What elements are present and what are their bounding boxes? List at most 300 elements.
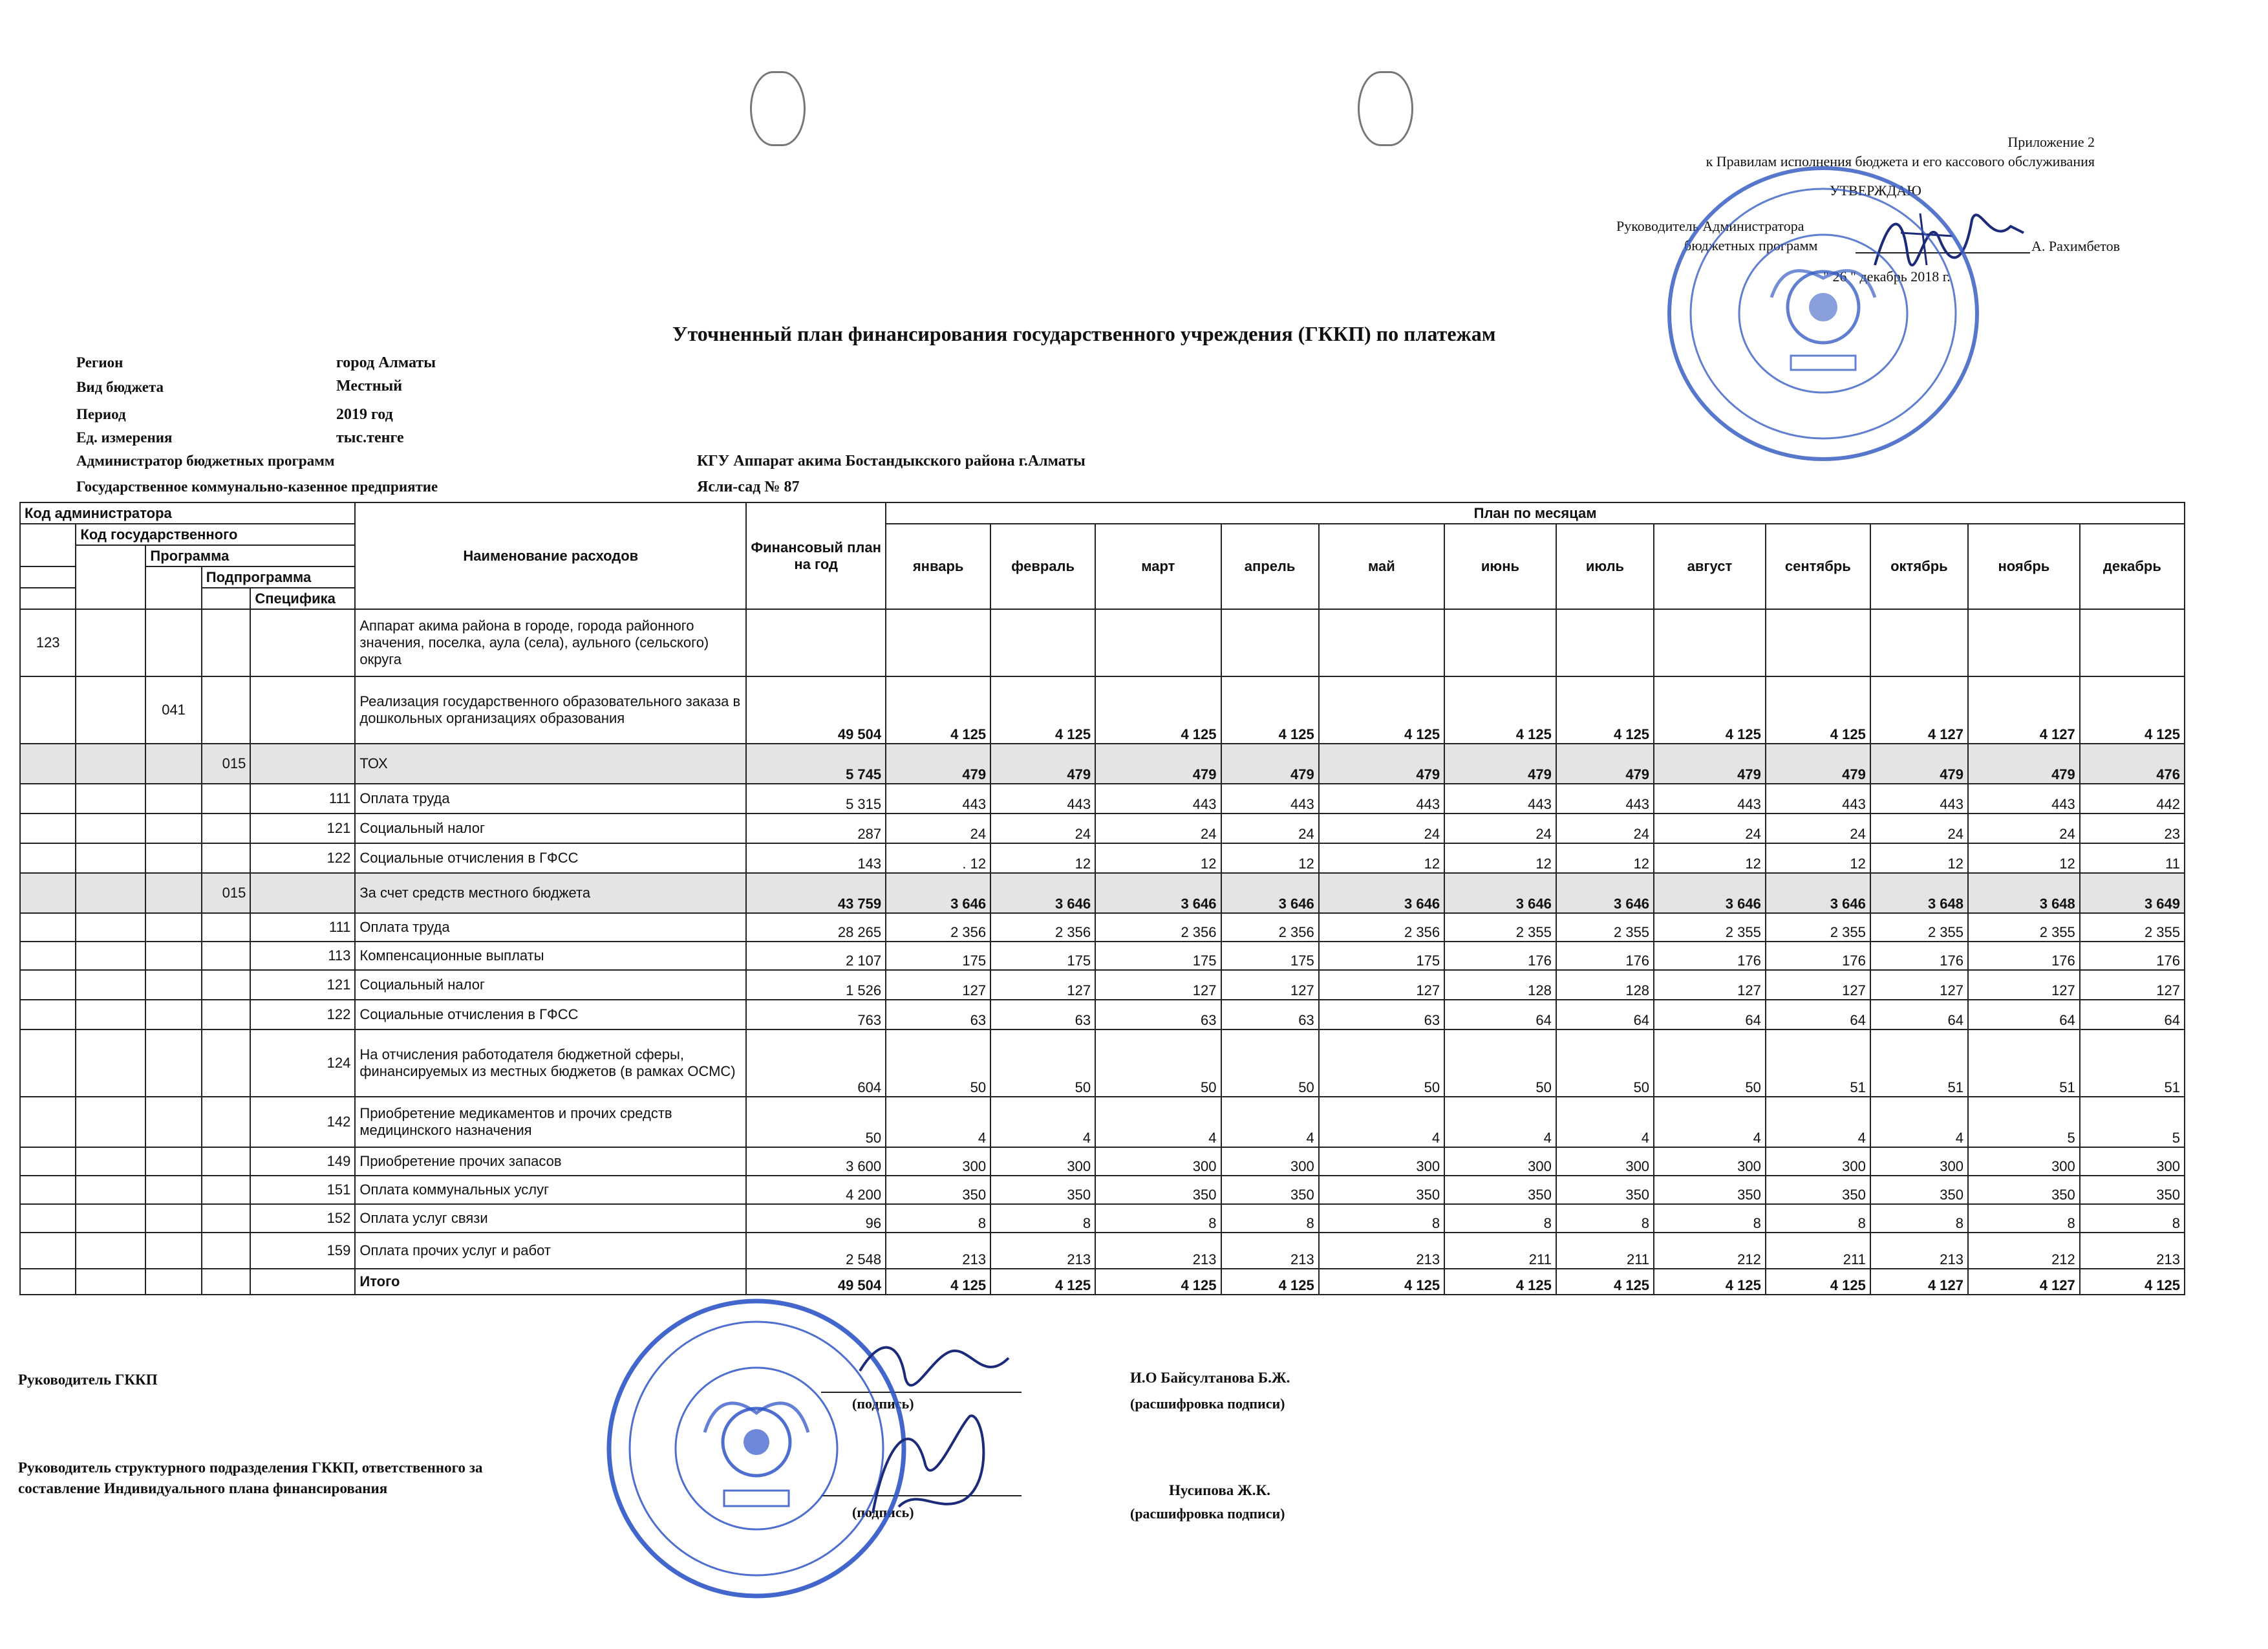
month-plan-cell: 2 355: [1654, 913, 1766, 942]
expense-name-cell: Оплата услуг связи: [355, 1204, 746, 1233]
month-plan-cell: [1444, 609, 1556, 676]
month-plan-cell: 350: [1319, 1176, 1444, 1204]
approval-head-label-1: Руководитель Администратора: [1616, 218, 1804, 234]
subprogram-code-cell: [202, 609, 251, 676]
month-plan-cell: 4 127: [1870, 676, 1968, 744]
month-plan-cell: 24: [1654, 814, 1766, 843]
month-plan-cell: 24: [1556, 814, 1654, 843]
month-plan-cell: 443: [1968, 784, 2080, 814]
gkkp-head-name-note: (расшифровка подписи): [1130, 1396, 1285, 1412]
gov-code-cell: [76, 676, 145, 744]
specifics-code-cell: 121: [250, 970, 355, 1000]
month-plan-cell: 127: [1319, 970, 1444, 1000]
row-local-159: [20, 1233, 2185, 1269]
month-plan-cell: 300: [1766, 1147, 1870, 1176]
month-plan-cell: 176: [1444, 942, 1556, 970]
admin-value: КГУ Аппарат акима Бостандыкского района г.Алматы: [697, 453, 1086, 469]
specifics-code-cell: 111: [250, 913, 355, 942]
header-month-oct: октябрь: [1870, 524, 1968, 609]
annual-plan-cell: 287: [746, 814, 886, 843]
month-plan-cell: 4: [1319, 1097, 1444, 1147]
admin-code-cell: [20, 784, 76, 814]
month-plan-cell: 24: [1766, 814, 1870, 843]
subprogram-code-cell: [202, 1204, 251, 1233]
month-plan-cell: 127: [1968, 970, 2080, 1000]
subprogram-code-cell: 015: [202, 744, 251, 784]
month-plan-cell: 443: [1221, 784, 1319, 814]
month-plan-cell: 479: [1654, 744, 1766, 784]
program-code-cell: [145, 609, 201, 676]
program-code-cell: [145, 1000, 201, 1029]
admin-code-cell: [20, 913, 76, 942]
dept-head-name: Нусипова Ж.К.: [1169, 1482, 1270, 1498]
annual-plan-cell: 49 504: [746, 676, 886, 744]
specifics-code-cell: 122: [250, 843, 355, 873]
program-code-cell: 041: [145, 676, 201, 744]
month-plan-cell: 443: [990, 784, 1095, 814]
admin-code-cell: [20, 1097, 76, 1147]
month-plan-cell: 479: [1968, 744, 2080, 784]
month-plan-cell: 443: [1095, 784, 1221, 814]
month-plan-cell: 176: [1766, 942, 1870, 970]
month-plan-cell: 4 125: [1319, 676, 1444, 744]
month-plan-cell: 479: [1556, 744, 1654, 784]
month-plan-cell: 50: [990, 1029, 1095, 1097]
row-local-151: [20, 1176, 2185, 1204]
month-plan-cell: 2 355: [1444, 913, 1556, 942]
month-plan-cell: 175: [886, 942, 990, 970]
month-plan-cell: 4: [1221, 1097, 1319, 1147]
month-plan-cell: 443: [1319, 784, 1444, 814]
month-plan-cell: 4 125: [1766, 1269, 1870, 1295]
month-plan-cell: 443: [1870, 784, 1968, 814]
month-plan-cell: 64: [1968, 1000, 2080, 1029]
row-local-budget: [20, 873, 2185, 913]
month-plan-cell: 12: [990, 843, 1095, 873]
month-plan-cell: 11: [2080, 843, 2185, 873]
specifics-code-cell: [250, 744, 355, 784]
subprogram-code-cell: [202, 676, 251, 744]
month-plan-cell: 8: [1221, 1204, 1319, 1233]
admin-code-cell: [20, 970, 76, 1000]
month-plan-cell: 443: [1556, 784, 1654, 814]
month-plan-cell: 128: [1556, 970, 1654, 1000]
month-plan-cell: 3 648: [1870, 873, 1968, 913]
approval-title: УТВЕРЖДАЮ: [1830, 182, 1921, 199]
admin-code-cell: [20, 873, 76, 913]
month-plan-cell: 4: [1766, 1097, 1870, 1147]
header-expense-name: Наименование расходов: [355, 502, 746, 609]
month-plan-cell: 64: [1444, 1000, 1556, 1029]
month-plan-cell: 12: [1556, 843, 1654, 873]
month-plan-cell: 212: [1968, 1233, 2080, 1269]
month-plan-cell: 63: [990, 1000, 1095, 1029]
gov-code-cell: [76, 609, 145, 676]
month-plan-cell: 128: [1444, 970, 1556, 1000]
annual-plan-cell: 2 548: [746, 1233, 886, 1269]
month-plan-cell: 8: [886, 1204, 990, 1233]
month-plan-cell: 350: [1654, 1176, 1766, 1204]
admin-code-cell: [20, 1233, 76, 1269]
month-plan-cell: [1766, 609, 1870, 676]
month-plan-cell: 300: [1319, 1147, 1444, 1176]
gov-code-cell: [76, 1233, 145, 1269]
subprogram-code-cell: 015: [202, 873, 251, 913]
header-month-jan: январь: [886, 524, 990, 609]
specifics-code-cell: [250, 873, 355, 913]
gov-code-cell: [76, 1204, 145, 1233]
month-plan-cell: 64: [1556, 1000, 1654, 1029]
row-local-113: [20, 942, 2185, 970]
month-plan-cell: 4: [1654, 1097, 1766, 1147]
month-plan-cell: 4 127: [1870, 1269, 1968, 1295]
header-month-feb: февраль: [990, 524, 1095, 609]
expense-name-cell: Итого: [355, 1269, 746, 1295]
month-plan-cell: 3 646: [990, 873, 1095, 913]
month-plan-cell: 4 125: [990, 676, 1095, 744]
admin-code-cell: [20, 1000, 76, 1029]
month-plan-cell: 50: [886, 1029, 990, 1097]
enterprise-value: Ясли-сад № 87: [697, 479, 800, 495]
month-plan-cell: 127: [1221, 970, 1319, 1000]
annual-plan-cell: [746, 609, 886, 676]
subprogram-code-cell: [202, 784, 251, 814]
expense-name-cell: Аппарат акима района в городе, города районного значения, поселка, аула (села), аульного (сельского) округа: [355, 609, 746, 676]
month-plan-cell: 476: [2080, 744, 2185, 784]
month-plan-cell: 479: [1095, 744, 1221, 784]
annual-plan-cell: 96: [746, 1204, 886, 1233]
admin-code-cell: 123: [20, 609, 76, 676]
month-plan-cell: 4: [1444, 1097, 1556, 1147]
month-plan-cell: 4 125: [1095, 676, 1221, 744]
month-plan-cell: 8: [1319, 1204, 1444, 1233]
month-plan-cell: 50: [1319, 1029, 1444, 1097]
month-plan-cell: 479: [1870, 744, 1968, 784]
month-plan-cell: 300: [1654, 1147, 1766, 1176]
expense-name-cell: На отчисления работодателя бюджетной сферы, финансируемых из местных бюджетов (в рамках ОСМС): [355, 1029, 746, 1097]
header-month-may: май: [1319, 524, 1444, 609]
header-month-aug: август: [1654, 524, 1766, 609]
expense-name-cell: Реализация государственного образовательного заказа в дошкольных организациях образования: [355, 676, 746, 744]
month-plan-cell: [1221, 609, 1319, 676]
month-plan-cell: 63: [1319, 1000, 1444, 1029]
month-plan-cell: 127: [1870, 970, 1968, 1000]
month-plan-cell: 479: [886, 744, 990, 784]
month-plan-cell: 51: [1968, 1029, 2080, 1097]
month-plan-cell: 213: [1870, 1233, 1968, 1269]
program-code-cell: [145, 1147, 201, 1176]
specifics-code-cell: 149: [250, 1147, 355, 1176]
gov-code-cell: [76, 1029, 145, 1097]
gov-code-cell: [76, 1000, 145, 1029]
financing-plan-table: [19, 502, 2185, 1295]
month-plan-cell: 4 127: [1968, 676, 2080, 744]
header-month-apr: апрель: [1221, 524, 1319, 609]
gov-code-cell: [76, 1097, 145, 1147]
subprogram-code-cell: [202, 1176, 251, 1204]
month-plan-cell: 211: [1766, 1233, 1870, 1269]
subprogram-code-cell: [202, 1147, 251, 1176]
admin-code-cell: [20, 744, 76, 784]
month-plan-cell: 3 646: [886, 873, 990, 913]
month-plan-cell: 350: [1221, 1176, 1319, 1204]
month-plan-cell: 12: [1444, 843, 1556, 873]
month-plan-cell: 443: [1444, 784, 1556, 814]
month-plan-cell: 63: [1095, 1000, 1221, 1029]
month-plan-cell: 176: [1968, 942, 2080, 970]
financing-plan-body: [20, 609, 2185, 1295]
month-plan-cell: 479: [990, 744, 1095, 784]
month-plan-cell: 443: [886, 784, 990, 814]
header-monthly-plan: План по месяцам: [886, 502, 2185, 524]
gov-code-cell: [76, 1176, 145, 1204]
program-code-cell: [145, 1029, 201, 1097]
month-plan-cell: 8: [1095, 1204, 1221, 1233]
month-plan-cell: 350: [886, 1176, 990, 1204]
dept-head-sign-note: (подпись): [852, 1504, 914, 1520]
annual-plan-cell: 2 107: [746, 942, 886, 970]
region-label: Регион: [76, 354, 123, 371]
month-plan-cell: 51: [1870, 1029, 1968, 1097]
month-plan-cell: 51: [2080, 1029, 2185, 1097]
row-tox-122: [20, 843, 2185, 873]
program-code-cell: [145, 942, 201, 970]
month-plan-cell: 63: [886, 1000, 990, 1029]
program-code-cell: [145, 1176, 201, 1204]
month-plan-cell: 4 125: [1444, 1269, 1556, 1295]
month-plan-cell: [990, 609, 1095, 676]
month-plan-cell: 4 125: [1766, 676, 1870, 744]
expense-name-cell: ТОХ: [355, 744, 746, 784]
month-plan-cell: 64: [1654, 1000, 1766, 1029]
month-plan-cell: 300: [1556, 1147, 1654, 1176]
month-plan-cell: 479: [1221, 744, 1319, 784]
month-plan-cell: [886, 609, 990, 676]
month-plan-cell: 2 355: [1968, 913, 2080, 942]
enterprise-label: Государственное коммунально-казенное предприятие: [76, 479, 438, 495]
specifics-code-cell: 151: [250, 1176, 355, 1204]
gkkp-head-sign-note: (подпись): [852, 1396, 914, 1412]
gov-code-cell: [76, 913, 145, 942]
gov-code-cell: [76, 1147, 145, 1176]
month-plan-cell: 12: [1870, 843, 1968, 873]
gov-code-cell: [76, 784, 145, 814]
month-plan-cell: 127: [886, 970, 990, 1000]
annual-plan-cell: 1 526: [746, 970, 886, 1000]
month-plan-cell: 350: [1968, 1176, 2080, 1204]
specifics-code-cell: [250, 1269, 355, 1295]
month-plan-cell: 2 355: [1556, 913, 1654, 942]
month-plan-cell: 8: [990, 1204, 1095, 1233]
subprogram-code-cell: [202, 814, 251, 843]
month-plan-cell: 4: [1870, 1097, 1968, 1147]
month-plan-cell: 213: [990, 1233, 1095, 1269]
admin-code-cell: [20, 1147, 76, 1176]
month-plan-cell: 2 356: [1095, 913, 1221, 942]
specifics-code-cell: 124: [250, 1029, 355, 1097]
gov-code-cell: [76, 814, 145, 843]
month-plan-cell: 24: [1221, 814, 1319, 843]
subprogram-code-cell: [202, 843, 251, 873]
specifics-code-cell: [250, 676, 355, 744]
month-plan-cell: 3 646: [1221, 873, 1319, 913]
month-plan-cell: 50: [1444, 1029, 1556, 1097]
month-plan-cell: 8: [1444, 1204, 1556, 1233]
month-plan-cell: 8: [1968, 1204, 2080, 1233]
subprogram-code-cell: [202, 1097, 251, 1147]
row-local-121: [20, 970, 2185, 1000]
admin-code-cell: [20, 814, 76, 843]
month-plan-cell: 4: [990, 1097, 1095, 1147]
month-plan-cell: 443: [1766, 784, 1870, 814]
month-plan-cell: [1654, 609, 1766, 676]
annual-plan-cell: 43 759: [746, 873, 886, 913]
annual-plan-cell: 4 200: [746, 1176, 886, 1204]
month-plan-cell: 213: [1095, 1233, 1221, 1269]
month-plan-cell: 24: [1444, 814, 1556, 843]
dept-head-label: [18, 1458, 483, 1499]
month-plan-cell: 24: [1968, 814, 2080, 843]
subprogram-code-cell: [202, 1000, 251, 1029]
unit-label: Ед. измерения: [76, 429, 173, 446]
row-tox-111: [20, 784, 2185, 814]
gov-code-cell: [76, 1269, 145, 1295]
specifics-code-cell: [250, 609, 355, 676]
month-plan-cell: 24: [990, 814, 1095, 843]
annual-plan-cell: 49 504: [746, 1269, 886, 1295]
program-code-cell: [145, 970, 201, 1000]
program-code-cell: [145, 784, 201, 814]
budget-type-label: Вид бюджета: [76, 379, 164, 395]
row-subprogram-tox: [20, 744, 2185, 784]
specifics-code-cell: 142: [250, 1097, 355, 1147]
month-plan-cell: 4 125: [886, 1269, 990, 1295]
month-plan-cell: 4 127: [1968, 1269, 2080, 1295]
admin-code-cell: [20, 843, 76, 873]
month-plan-cell: 175: [1221, 942, 1319, 970]
month-plan-cell: [1319, 609, 1444, 676]
month-plan-cell: 24: [1319, 814, 1444, 843]
program-code-cell: [145, 744, 201, 784]
expense-name-cell: Оплата прочих услуг и работ: [355, 1233, 746, 1269]
row-local-122: [20, 1000, 2185, 1029]
appendix-line-1: Приложение 2: [2007, 134, 2095, 150]
month-plan-cell: [1870, 609, 1968, 676]
expense-name-cell: Компенсационные выплаты: [355, 942, 746, 970]
row-akimat: [20, 609, 2185, 676]
program-code-cell: [145, 1097, 201, 1147]
row-program-041: [20, 676, 2185, 744]
month-plan-cell: 175: [1319, 942, 1444, 970]
month-plan-cell: 212: [1654, 1233, 1766, 1269]
month-plan-cell: 8: [1870, 1204, 1968, 1233]
month-plan-cell: 5: [1968, 1097, 2080, 1147]
specifics-code-cell: 111: [250, 784, 355, 814]
expense-name-cell: За счет средств местного бюджета: [355, 873, 746, 913]
month-plan-cell: 8: [2080, 1204, 2185, 1233]
month-plan-cell: 12: [1095, 843, 1221, 873]
month-plan-cell: 64: [1766, 1000, 1870, 1029]
month-plan-cell: 4 125: [1221, 1269, 1319, 1295]
month-plan-cell: 3 649: [2080, 873, 2185, 913]
specifics-code-cell: 159: [250, 1233, 355, 1269]
program-code-cell: [145, 1269, 201, 1295]
dept-head-signature: [860, 1403, 1015, 1526]
month-plan-cell: 300: [1870, 1147, 1968, 1176]
month-plan-cell: 64: [1870, 1000, 1968, 1029]
month-plan-cell: 176: [1654, 942, 1766, 970]
row-local-149: [20, 1147, 2185, 1176]
month-plan-cell: 50: [1654, 1029, 1766, 1097]
month-plan-cell: 175: [1095, 942, 1221, 970]
annual-plan-cell: 5 745: [746, 744, 886, 784]
month-plan-cell: 8: [1654, 1204, 1766, 1233]
punch-hole-left: [750, 71, 806, 146]
month-plan-cell: 479: [1444, 744, 1556, 784]
month-plan-cell: 4 125: [1444, 676, 1556, 744]
month-plan-cell: 2 355: [2080, 913, 2185, 942]
month-plan-cell: 213: [1319, 1233, 1444, 1269]
month-plan-cell: 175: [990, 942, 1095, 970]
month-plan-cell: 127: [2080, 970, 2185, 1000]
month-plan-cell: 4 125: [2080, 676, 2185, 744]
gkkp-head-signature: [853, 1332, 1022, 1410]
month-plan-cell: 24: [1870, 814, 1968, 843]
approval-head-label-2: бюджетных программ: [1684, 237, 1818, 253]
month-plan-cell: 127: [1654, 970, 1766, 1000]
program-code-cell: [145, 814, 201, 843]
specifics-code-cell: 121: [250, 814, 355, 843]
month-plan-cell: 24: [1095, 814, 1221, 843]
subprogram-code-cell: [202, 970, 251, 1000]
row-total: [20, 1269, 2185, 1295]
region-value: город Алматы: [336, 354, 436, 371]
unit-value: тыс.тенге: [336, 429, 404, 446]
month-plan-cell: 300: [1221, 1147, 1319, 1176]
program-code-cell: [145, 873, 201, 913]
month-plan-cell: 50: [1095, 1029, 1221, 1097]
annual-plan-cell: 763: [746, 1000, 886, 1029]
month-plan-cell: [2080, 609, 2185, 676]
gov-code-cell: [76, 873, 145, 913]
expense-name-cell: Социальный налог: [355, 970, 746, 1000]
expense-name-cell: Социальные отчисления в ГФСС: [355, 843, 746, 873]
row-local-111: [20, 913, 2185, 942]
gov-code-cell: [76, 744, 145, 784]
month-plan-cell: 479: [1766, 744, 1870, 784]
admin-code-cell: [20, 676, 76, 744]
top-stamp-seal: [1662, 162, 1985, 466]
row-local-142: [20, 1097, 2185, 1147]
month-plan-cell: 442: [2080, 784, 2185, 814]
month-plan-cell: 479: [1319, 744, 1444, 784]
header-admin-code: Код администратора: [20, 502, 355, 524]
month-plan-cell: 4 125: [1221, 676, 1319, 744]
month-plan-cell: 50: [1221, 1029, 1319, 1097]
gkkp-head-label: Руководитель ГККП: [18, 1372, 158, 1388]
month-plan-cell: 4 125: [1556, 1269, 1654, 1295]
month-plan-cell: 2 356: [990, 913, 1095, 942]
month-plan-cell: 2 355: [1766, 913, 1870, 942]
header-month-sep: сентябрь: [1766, 524, 1870, 609]
header-annual-plan: Финансовый план на год: [746, 502, 886, 609]
month-plan-cell: 64: [2080, 1000, 2185, 1029]
gov-code-cell: [76, 843, 145, 873]
annual-plan-cell: 50: [746, 1097, 886, 1147]
month-plan-cell: 12: [1968, 843, 2080, 873]
month-plan-cell: 350: [2080, 1176, 2185, 1204]
month-plan-cell: 350: [1444, 1176, 1556, 1204]
